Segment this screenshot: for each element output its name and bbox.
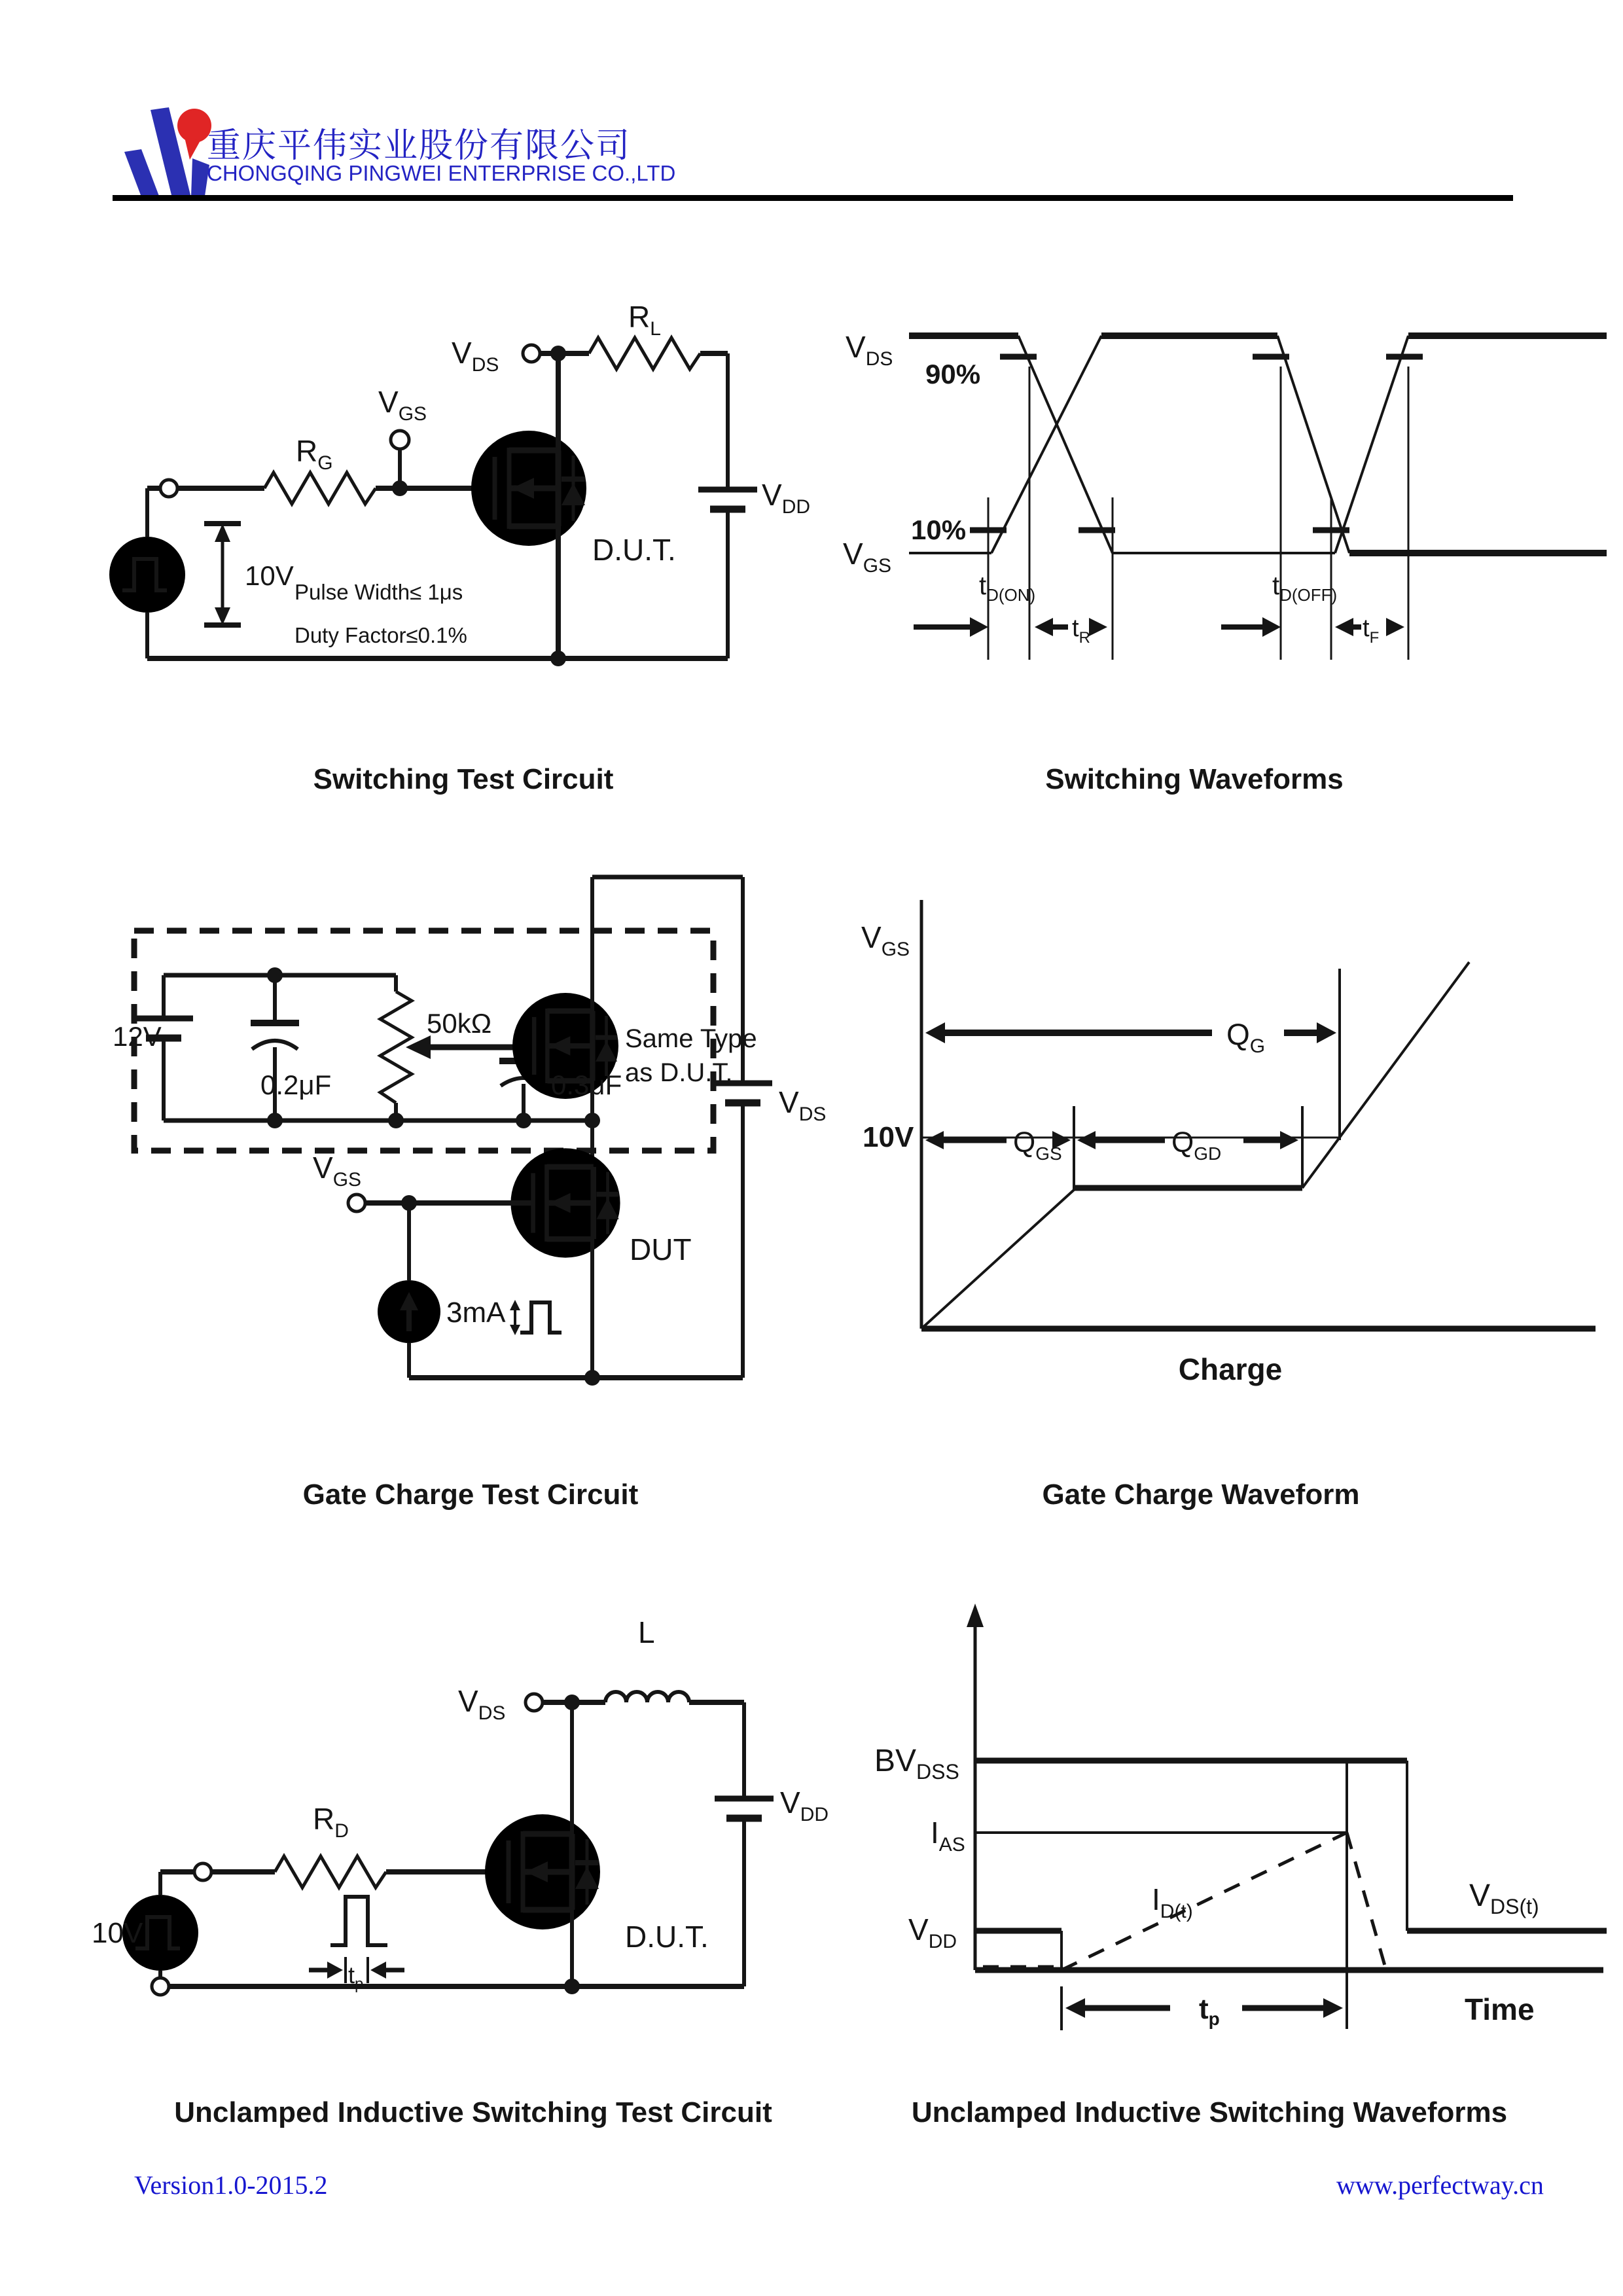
fig2-vds-label: $V_{DS}$ [846, 330, 893, 370]
fig3-c2-label: 0.3μF [551, 1069, 622, 1100]
fig5-vdd-label: $V_{DD}$ [780, 1785, 829, 1825]
fig2-vgs-label: $V_{GS}$ [843, 537, 892, 577]
fig6-ias-label: $I_{AS}$ [931, 1816, 965, 1856]
fig2-tdon-label: $t_{D(ON)}$ [979, 571, 1036, 605]
company-name-cn: 重庆平伟实业股份有限公司 [207, 127, 632, 165]
caption-unclamped-test-circuit: Unclamped Inductive Switching Test Circuit [174, 2096, 772, 2128]
fig3-12v-label: 12V [113, 1021, 162, 1052]
fig4-qgs-label: $Q_{GS}$ [1013, 1126, 1062, 1164]
caption-gate-charge-test-circuit: Gate Charge Test Circuit [302, 1479, 639, 1511]
unclamped-test-circuit-diagram [92, 1615, 829, 1995]
switching-test-circuit-diagram [109, 300, 810, 666]
caption-switching-waveforms: Switching Waveforms [1045, 763, 1344, 795]
fig1-vgs-label: $V_{GS}$ [378, 385, 427, 425]
fig5-dut-label: D.U.T. [625, 1920, 709, 1954]
header-rule [113, 195, 1513, 201]
fig1-rl-label: $R_L$ [628, 300, 661, 340]
fig1-rg-label: $R_G$ [296, 434, 333, 474]
fig5-10v-label: 10V [92, 1917, 143, 1949]
switching-waveforms-diagram [843, 330, 1607, 660]
fig3-3ma-label: 3mA [446, 1297, 506, 1329]
fig6-id-label: $I_{D(t)}$ [1152, 1882, 1193, 1922]
fig4-xaxis-label: Charge [1178, 1352, 1283, 1386]
fig6-time-label: Time [1465, 1992, 1535, 2026]
caption-gate-charge-waveform: Gate Charge Waveform [1042, 1479, 1360, 1511]
fig5-vds-label: $V_{DS}$ [458, 1684, 506, 1724]
fig1-10v-label: 10V [245, 560, 294, 591]
fig2-90pct-label: 90% [925, 359, 981, 389]
fig3-c1-label: 0.2μF [260, 1069, 332, 1100]
fig1-vds-label: $V_{DS}$ [452, 336, 499, 376]
fig3-same-type-label-2: as D.U.T. [625, 1058, 733, 1087]
fig3-vgs-label: $V_{GS}$ [313, 1151, 362, 1191]
fig4-10v-label: 10V [863, 1121, 914, 1153]
fig6-tp-label: $t_p$ [1199, 1993, 1220, 2029]
gate-charge-waveform-diagram [861, 900, 1596, 1386]
fig5-rd-label: $R_D$ [313, 1802, 349, 1842]
fig4-qgd-label: $Q_{GD}$ [1171, 1126, 1222, 1164]
fig4-qg-label: $Q_G$ [1226, 1017, 1266, 1057]
fig2-tr-label: $t_R$ [1072, 615, 1090, 647]
fig4-vgs-label: $V_{GS}$ [861, 920, 910, 960]
fig3-dut-label: DUT [630, 1232, 692, 1266]
fig3-pot-label: 50kΩ [427, 1008, 492, 1039]
footer-website-link[interactable]: www.perfectway.cn [1336, 2170, 1544, 2200]
fig2-tdoff-label: $t_{D(OFF)}$ [1272, 571, 1338, 605]
company-logo-icon [124, 107, 211, 200]
fig3-same-type-label-1: Same Type [625, 1024, 757, 1053]
fig1-vdd-label: $V_{DD}$ [762, 478, 811, 518]
fig5-l-label: L [638, 1615, 655, 1649]
fig2-tf-label: $t_F$ [1363, 615, 1380, 647]
fig1-dut-label: D.U.T. [592, 533, 676, 567]
fig6-vdd-label: $V_{DD}$ [908, 1912, 957, 1952]
fig5-tp-label: $t_p$ [348, 1962, 364, 1993]
fig2-10pct-label: 10% [911, 514, 967, 545]
fig1-pulse-width-note: Pulse Width≤ 1μs [294, 580, 463, 604]
fig6-bvdss-label: $BV_{DSS}$ [874, 1744, 959, 1784]
footer [134, 2170, 1544, 2200]
footer-version: Version1.0-2015.2 [134, 2170, 328, 2200]
caption-unclamped-waveforms: Unclamped Inductive Switching Waveforms [911, 2096, 1508, 2128]
gate-charge-test-circuit-diagram [113, 877, 826, 1386]
header [113, 107, 1513, 201]
fig3-vds-label: $V_{DS}$ [779, 1085, 827, 1125]
fig6-vdst-label: $V_{DS(t)}$ [1469, 1878, 1539, 1918]
company-name-en: CHONGQING PINGWEI ENTERPRISE CO.,LTD [207, 161, 676, 185]
unclamped-waveforms-diagram [874, 1604, 1607, 2030]
fig1-duty-factor-note: Duty Factor≤0.1% [294, 623, 467, 647]
caption-switching-test-circuit: Switching Test Circuit [313, 763, 614, 795]
